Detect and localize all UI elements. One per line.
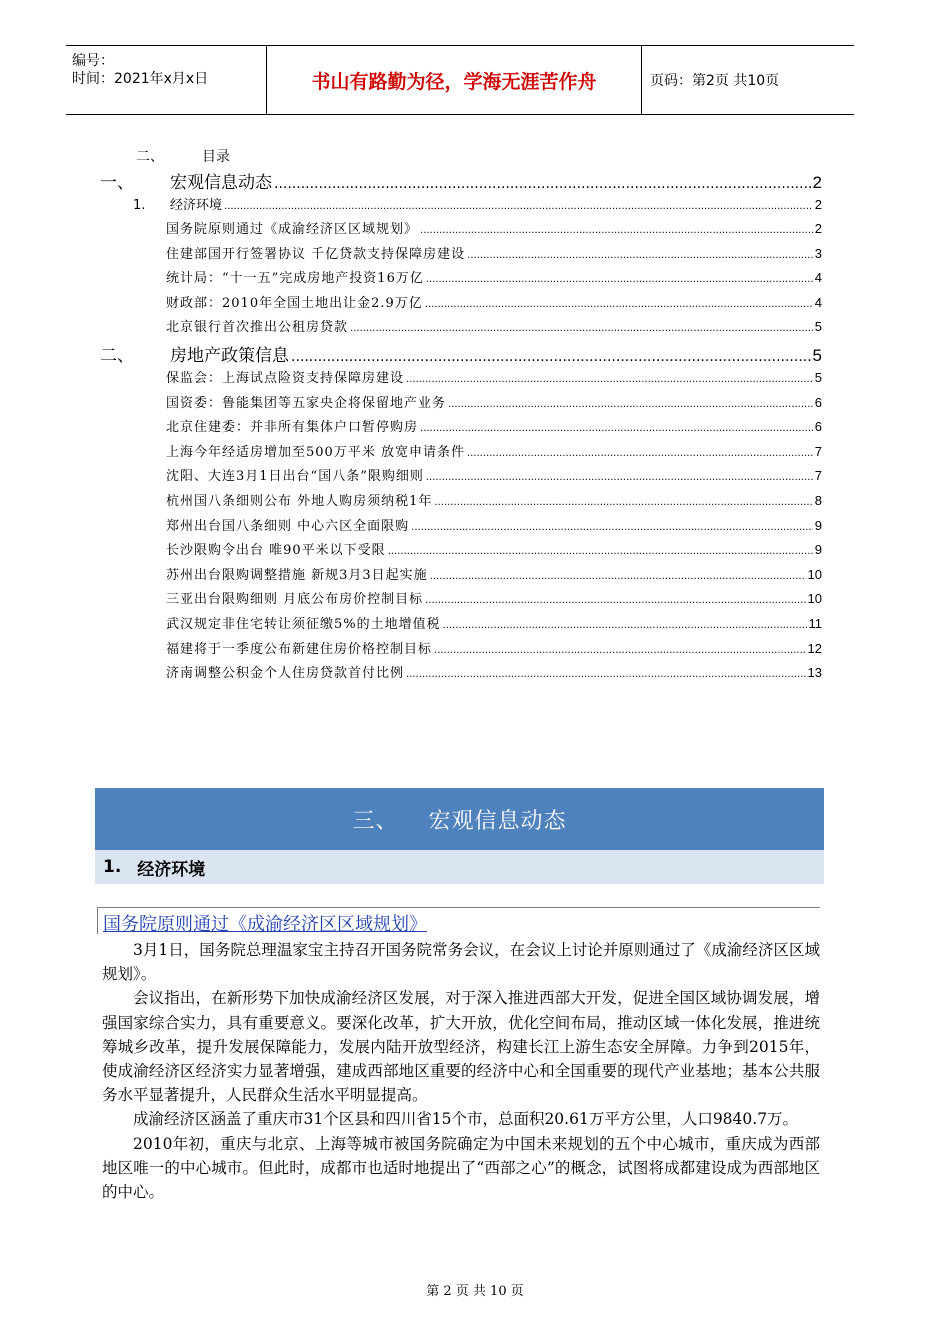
toc-dot-leader bbox=[420, 420, 813, 435]
toc-dot-leader bbox=[420, 222, 813, 237]
toc-entry-title: 保监会：上海试点险资支持保障房建设 bbox=[166, 370, 405, 386]
toc-entry-title: 统计局：“十一五”完成房地产投资16万亿 bbox=[166, 271, 424, 287]
toc-entry-title: 经济环境 bbox=[170, 198, 223, 213]
toc-dot-leader bbox=[425, 592, 805, 607]
toc-entry-page: 12 bbox=[807, 640, 822, 656]
toc-entry[interactable] bbox=[100, 588, 822, 613]
header-motto: 书山有路勤为径，学海无涯苦作舟 bbox=[266, 46, 642, 114]
toc-entry-page: 6 bbox=[814, 419, 822, 435]
toc-entry-title: 房地产政策信息 bbox=[170, 345, 289, 366]
toc-dot-leader bbox=[448, 396, 813, 411]
toc-dot-leader bbox=[467, 247, 813, 262]
toc-entry-page: 5 bbox=[814, 319, 822, 335]
article-title-link[interactable]: 国务院原则通过《成渝经济区区域规划》 bbox=[103, 914, 427, 935]
toc-dot-leader bbox=[224, 198, 813, 213]
header-page-label: 页码：第2页 共10页 bbox=[650, 73, 780, 89]
toc-entry-title: 宏观信息动态 bbox=[170, 173, 272, 193]
toc-entry-title: 武汉规定非住宅转让须征缴5%的土地增值税 bbox=[166, 616, 441, 632]
toc-entry-page: 7 bbox=[814, 443, 822, 459]
toc-entry-title: 国资委：鲁能集团等五家央企将保留地产业务 bbox=[166, 395, 447, 411]
toc-entry[interactable] bbox=[100, 292, 822, 317]
toc-entry-title: 长沙限购令出台 唯90平米以下受限 bbox=[166, 543, 386, 559]
toc-entry-title: 郑州出台国八条细则 中心六区全面限购 bbox=[166, 518, 410, 534]
toc-entry[interactable] bbox=[100, 316, 822, 341]
toc-entry[interactable] bbox=[100, 168, 822, 194]
section-banner bbox=[95, 788, 824, 850]
toc-entry[interactable] bbox=[100, 539, 822, 564]
toc-entry-title: 三亚出台限购细则 月底公布房价控制目标 bbox=[166, 592, 424, 608]
toc-dot-leader bbox=[426, 271, 813, 286]
toc-entry-number: 1. bbox=[133, 198, 146, 213]
toc-entry-page: 10 bbox=[807, 591, 822, 607]
toc-entry[interactable] bbox=[100, 267, 822, 292]
toc-entry-page: 11 bbox=[808, 615, 822, 631]
header-meta bbox=[66, 46, 266, 114]
toc-entry-page: 2 bbox=[814, 197, 822, 212]
toc-entry-page: 4 bbox=[814, 270, 822, 286]
toc-entry[interactable] bbox=[100, 341, 822, 367]
document-time-label: 时间：2021年x月x日 bbox=[72, 71, 209, 87]
article-paragraph: 会议指出，在新形势下加快成渝经济区发展，对于深入推进西部大开发，促进全国区域协调发展，增强国家综合实力，具有重要意义。要深化改革，扩大开放，优化空间布局，推动区域一体化发展，推进统筹城乡改革，提升发展保障能力，发展内陆开放型经济，构建长江上游生态安全屏障。力争到2015年，使成渝经济区经济实力显著增强，建成西部地区重要的经济中心和全国重要的现代产业基地；基本公共服务水平显著提升，人民群众生活水平明显提高。 bbox=[102, 989, 820, 1105]
document-number-label: 编号： bbox=[72, 53, 114, 69]
toc-entry[interactable] bbox=[100, 367, 822, 392]
toc-entry[interactable] bbox=[100, 441, 822, 466]
toc-entry-page: 10 bbox=[807, 566, 822, 582]
toc-dot-leader bbox=[443, 617, 807, 632]
toc-entry[interactable] bbox=[100, 194, 822, 218]
toc-entry[interactable] bbox=[100, 392, 822, 417]
toc-entry[interactable] bbox=[100, 465, 822, 490]
toc-entry-page: 13 bbox=[807, 665, 822, 681]
article-paragraph: 3月1日，国务院总理温家宝主持召开国务院常务会议，在会议上讨论并原则通过了《成渝经济区区域规划》。 bbox=[102, 941, 820, 984]
toc-heading-number: 二、 bbox=[136, 149, 164, 165]
toc-dot-leader bbox=[406, 666, 806, 681]
article-paragraph: 2010年初，重庆与北京、上海等城市被国务院确定为中国未来规划的五个中心城市，重庆成为西部地区唯一的中心城市。但此时，成都市也适时地提出了“西部之心”的概念，试图将成都建设成为西部地区的中心。 bbox=[102, 1134, 820, 1202]
subsection-banner bbox=[95, 850, 824, 884]
toc-dot-leader bbox=[388, 543, 813, 558]
toc-entry[interactable] bbox=[100, 515, 822, 540]
toc-entry-title: 国务院原则通过《成渝经济区区域规划》 bbox=[166, 222, 419, 237]
toc-dot-leader bbox=[406, 371, 813, 386]
toc-entry[interactable] bbox=[100, 564, 822, 589]
toc-dot-leader bbox=[467, 445, 813, 460]
toc-dot-leader bbox=[411, 519, 813, 534]
toc-entry-title: 福建将于一季度公布新建住房价格控制目标 bbox=[166, 641, 433, 657]
toc-entry-title: 沈阳、大连3月1日出台“国八条”限购细则 bbox=[166, 469, 424, 485]
toc-entry-title: 住建部国开行签署协议 千亿贷款支持保障房建设 bbox=[166, 246, 466, 262]
toc-entry[interactable] bbox=[100, 662, 822, 687]
toc-dot-leader bbox=[434, 642, 806, 657]
section-number: 三、 bbox=[352, 808, 399, 834]
toc-entry-page: 8 bbox=[814, 492, 822, 508]
toc-entry-page: 5 bbox=[812, 345, 822, 365]
table-of-contents bbox=[100, 168, 822, 687]
toc-entry-title: 北京住建委：并非所有集体户口暂停购房 bbox=[166, 420, 419, 436]
toc-entry-page: 3 bbox=[814, 245, 822, 261]
toc-dot-leader bbox=[430, 568, 806, 583]
toc-entry-page: 7 bbox=[814, 468, 822, 484]
toc-heading-label: 目录 bbox=[202, 149, 230, 165]
subsection-number: 1. bbox=[103, 857, 122, 877]
subsection-title: 经济环境 bbox=[137, 859, 206, 880]
toc-dot-leader bbox=[291, 346, 811, 366]
section-title: 宏观信息动态 bbox=[428, 808, 567, 834]
toc-entry-title: 杭州国八条细则公布 外地人购房须纳税1年 bbox=[166, 493, 433, 509]
toc-entry[interactable] bbox=[100, 416, 822, 441]
toc-entry[interactable] bbox=[100, 218, 822, 243]
toc-entry-title: 上海今年经适房增加至500万平米 放宽申请条件 bbox=[166, 444, 465, 460]
toc-entry[interactable] bbox=[100, 638, 822, 663]
toc-dot-leader bbox=[274, 173, 811, 193]
toc-entry-page: 2 bbox=[812, 173, 822, 192]
toc-entry-page: 4 bbox=[814, 294, 822, 310]
page-header bbox=[66, 45, 854, 115]
toc-dot-leader bbox=[350, 320, 813, 335]
toc-heading bbox=[136, 146, 230, 166]
toc-entry-title: 财政部：2010年全国土地出让金2.9万亿 bbox=[166, 295, 423, 311]
toc-entry-page: 6 bbox=[814, 394, 822, 410]
toc-dot-leader bbox=[425, 296, 813, 311]
toc-entry-number: 一、 bbox=[100, 173, 134, 193]
article-body bbox=[102, 938, 820, 1204]
toc-entry-number: 二、 bbox=[100, 345, 134, 366]
toc-dot-leader bbox=[426, 469, 813, 484]
toc-dot-leader bbox=[434, 494, 812, 509]
toc-entry[interactable] bbox=[100, 613, 822, 638]
toc-entry-page: 2 bbox=[814, 221, 822, 236]
toc-entry-page: 9 bbox=[814, 542, 822, 558]
toc-entry[interactable] bbox=[100, 490, 822, 515]
toc-entry[interactable] bbox=[100, 243, 822, 268]
page-footer: 第 2 页 共 10 页 bbox=[426, 1284, 524, 1299]
toc-entry-title: 济南调整公积金个人住房贷款首付比例 bbox=[166, 666, 405, 682]
toc-entry-title: 北京银行首次推出公租房贷款 bbox=[166, 320, 349, 336]
toc-entry-page: 9 bbox=[814, 517, 822, 533]
toc-entry-title: 苏州出台限购调整措施 新规3月3日起实施 bbox=[166, 567, 428, 583]
article-paragraph: 成渝经济区涵盖了重庆市31个区县和四川省15个市，总面积20.61万平方公里，人口9840.7万。 bbox=[133, 1110, 799, 1129]
toc-entry-page: 5 bbox=[814, 369, 822, 385]
